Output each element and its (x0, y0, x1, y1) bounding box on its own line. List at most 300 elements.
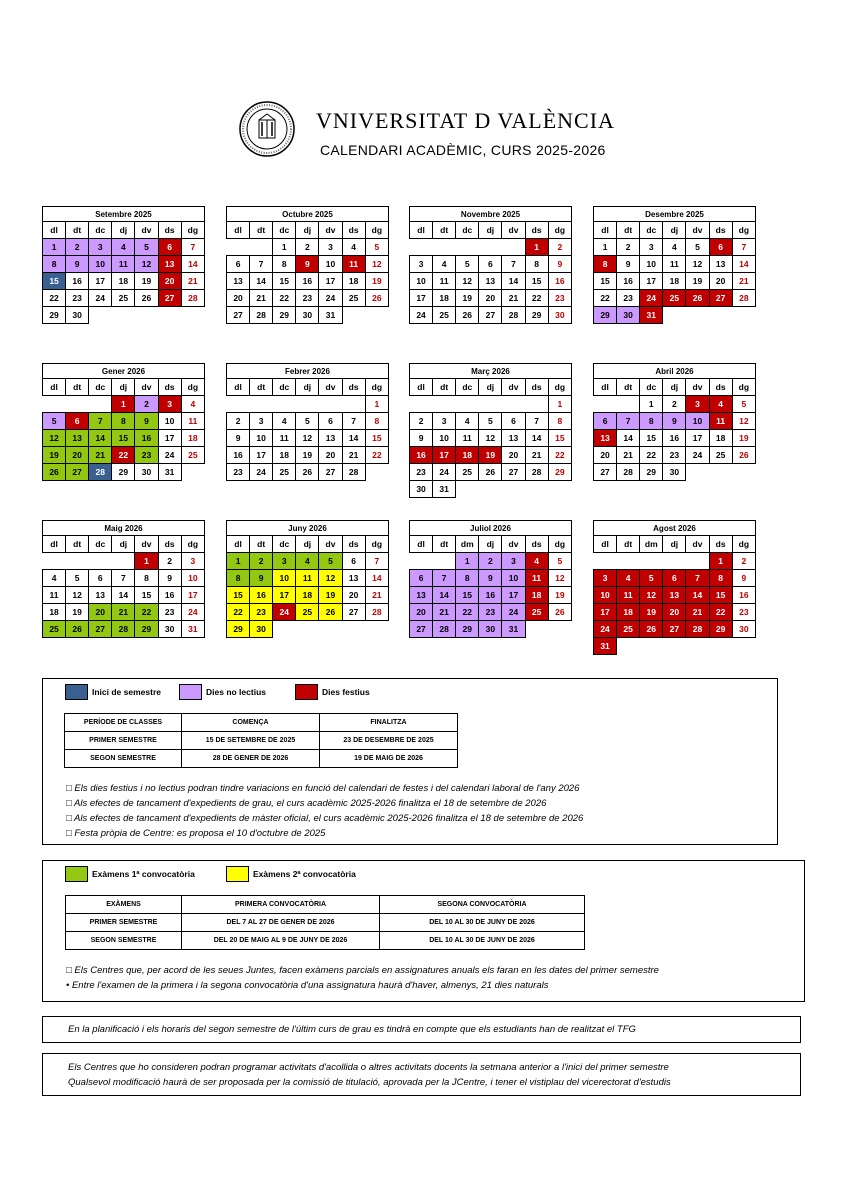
day-cell: 4 (273, 413, 296, 430)
day-cell: 17 (89, 273, 112, 290)
day-cell: 10 (319, 256, 342, 273)
empty-cell (410, 396, 433, 413)
day-cell: 26 (66, 621, 89, 638)
empty-cell (525, 481, 548, 498)
day-cell: 15 (525, 273, 548, 290)
day-cell: 14 (525, 430, 548, 447)
day-cell: 2 (663, 396, 686, 413)
day-cell: 1 (227, 553, 250, 570)
day-cell: 28 (732, 290, 755, 307)
day-cell: 18 (296, 587, 319, 604)
month-calendar (226, 363, 389, 481)
weekday-header: dl (410, 222, 433, 239)
day-cell: 20 (594, 447, 617, 464)
day-cell: 18 (433, 290, 456, 307)
day-cell: 15 (709, 587, 732, 604)
day-cell: 14 (686, 587, 709, 604)
day-cell: 6 (594, 413, 617, 430)
weekday-header: dv (319, 222, 342, 239)
day-cell: 17 (250, 447, 273, 464)
empty-cell (181, 307, 204, 324)
day-cell: 2 (158, 553, 181, 570)
weekday-header: dl (43, 222, 66, 239)
day-cell: 14 (250, 273, 273, 290)
weekday-header: dc (640, 379, 663, 396)
day-cell: 24 (594, 621, 617, 638)
day-cell: 15 (365, 430, 388, 447)
month-title: Agost 2026 (594, 521, 756, 536)
day-cell: 9 (617, 256, 640, 273)
day-cell: 13 (319, 430, 342, 447)
day-cell: 23 (410, 464, 433, 481)
day-cell: 30 (135, 464, 158, 481)
weekday-header: dc (273, 222, 296, 239)
weekday-header: dt (66, 222, 89, 239)
legend-exam1 (65, 866, 195, 882)
day-cell: 31 (319, 307, 342, 324)
weekday-header: dl (410, 379, 433, 396)
day-cell: 27 (342, 604, 365, 621)
day-cell: 10 (594, 587, 617, 604)
day-cell: 2 (617, 239, 640, 256)
weekday-header: ds (709, 536, 732, 553)
day-cell: 12 (456, 273, 479, 290)
empty-cell (112, 307, 135, 324)
day-cell: 24 (273, 604, 296, 621)
legend-festius (295, 684, 370, 700)
table-row (65, 714, 458, 732)
day-cell: 30 (732, 621, 755, 638)
empty-cell (433, 239, 456, 256)
day-cell: 20 (158, 273, 181, 290)
day-cell: 11 (617, 587, 640, 604)
note-tfg: En la planificació i els horaris del segon semestre de l'últim curs de grau es tindrà en compte que els estudiants han de realitzat el TFG (68, 1024, 636, 1035)
day-cell: 21 (525, 447, 548, 464)
day-cell: 9 (227, 430, 250, 447)
empty-cell (594, 553, 617, 570)
day-cell: 15 (43, 273, 66, 290)
day-cell: 15 (273, 273, 296, 290)
note-line: Els Centres que ho consideren podran programar activitats d'acollida o altres activitats docents la setmana anterior a l'inici del primer semestre (68, 1062, 669, 1073)
day-cell: 8 (456, 570, 479, 587)
empty-cell (433, 553, 456, 570)
day-cell: 3 (640, 239, 663, 256)
empty-cell (732, 307, 755, 324)
day-cell: 3 (502, 553, 525, 570)
day-cell: 22 (227, 604, 250, 621)
day-cell: 2 (227, 413, 250, 430)
day-cell: 20 (227, 290, 250, 307)
empty-cell (502, 481, 525, 498)
day-cell: 6 (66, 413, 89, 430)
month-calendar (593, 520, 756, 655)
weekday-header: dg (181, 536, 204, 553)
day-cell: 22 (709, 604, 732, 621)
weekday-header: dj (663, 536, 686, 553)
day-cell: 28 (686, 621, 709, 638)
legend-exam2 (226, 866, 356, 882)
weekday-header: ds (709, 379, 732, 396)
empty-cell (319, 621, 342, 638)
day-cell: 29 (525, 307, 548, 324)
day-cell: 9 (732, 570, 755, 587)
day-cell: 1 (594, 239, 617, 256)
day-cell: 12 (43, 430, 66, 447)
day-cell: 4 (181, 396, 204, 413)
day-cell: 23 (663, 447, 686, 464)
day-cell: 15 (227, 587, 250, 604)
empty-cell (43, 396, 66, 413)
day-cell: 17 (433, 447, 456, 464)
day-cell: 3 (89, 239, 112, 256)
day-cell: 10 (686, 413, 709, 430)
weekday-header: ds (342, 536, 365, 553)
weekday-header: dt (250, 536, 273, 553)
day-cell: 29 (43, 307, 66, 324)
university-seal-icon (238, 100, 296, 158)
day-cell: 17 (502, 587, 525, 604)
day-cell: 7 (686, 570, 709, 587)
empty-cell (319, 396, 342, 413)
day-cell: 27 (158, 290, 181, 307)
day-cell: 28 (112, 621, 135, 638)
day-cell: 4 (456, 413, 479, 430)
day-cell: 27 (227, 307, 250, 324)
empty-cell (594, 396, 617, 413)
day-cell: 2 (66, 239, 89, 256)
day-cell: 12 (66, 587, 89, 604)
table-header: SEGONA CONVOCATÒRIA (380, 896, 585, 914)
day-cell: 4 (296, 553, 319, 570)
day-cell: 10 (158, 413, 181, 430)
day-cell: 21 (365, 587, 388, 604)
day-cell: 12 (686, 256, 709, 273)
day-cell: 20 (89, 604, 112, 621)
day-cell: 30 (479, 621, 502, 638)
weekday-header: dg (732, 379, 755, 396)
empty-cell (617, 638, 640, 655)
exam1-swatch (65, 866, 88, 882)
day-cell: 19 (135, 273, 158, 290)
day-cell: 14 (732, 256, 755, 273)
empty-cell (548, 621, 571, 638)
day-cell: 18 (342, 273, 365, 290)
day-cell: 17 (273, 587, 296, 604)
empty-cell (66, 396, 89, 413)
day-cell: 20 (479, 290, 502, 307)
day-cell: 16 (732, 587, 755, 604)
day-cell: 15 (112, 430, 135, 447)
day-cell: 6 (709, 239, 732, 256)
weekday-header: dv (319, 379, 342, 396)
day-cell: 25 (525, 604, 548, 621)
weekday-header: dt (66, 536, 89, 553)
month-title: Febrer 2026 (227, 364, 389, 379)
day-cell: 28 (617, 464, 640, 481)
legend-festius-label: Dies festius (322, 687, 370, 697)
day-cell: 24 (433, 464, 456, 481)
inici-swatch (65, 684, 88, 700)
day-cell: 16 (66, 273, 89, 290)
day-cell: 5 (319, 553, 342, 570)
day-cell: 4 (709, 396, 732, 413)
day-cell: 3 (410, 256, 433, 273)
day-cell: 13 (479, 273, 502, 290)
day-cell: 26 (456, 307, 479, 324)
day-cell: 12 (640, 587, 663, 604)
note-line: • Entre l'examen de la primera i la segona convocatòria d'una assignatura haurà d'haver, almenys, 21 dies naturals (66, 980, 549, 991)
day-cell: 22 (135, 604, 158, 621)
day-cell: 16 (135, 430, 158, 447)
day-cell: 4 (617, 570, 640, 587)
empty-cell (365, 307, 388, 324)
day-cell: 23 (296, 290, 319, 307)
day-cell: 1 (273, 239, 296, 256)
empty-cell (686, 464, 709, 481)
day-cell: 22 (525, 290, 548, 307)
empty-cell (227, 396, 250, 413)
empty-cell (502, 239, 525, 256)
day-cell: 15 (640, 430, 663, 447)
weekday-header: dl (594, 379, 617, 396)
empty-cell (663, 638, 686, 655)
table-header: EXÀMENS (66, 896, 182, 914)
day-cell: 29 (456, 621, 479, 638)
day-cell: 21 (250, 290, 273, 307)
weekday-header: dl (227, 222, 250, 239)
weekday-header: dj (112, 379, 135, 396)
day-cell: 19 (43, 447, 66, 464)
day-cell: 26 (686, 290, 709, 307)
day-cell: 25 (112, 290, 135, 307)
weekday-header: dj (663, 222, 686, 239)
empty-cell (342, 396, 365, 413)
day-cell: 13 (502, 430, 525, 447)
empty-cell (410, 239, 433, 256)
day-cell: 10 (273, 570, 296, 587)
day-cell: 7 (342, 413, 365, 430)
table-cell: DEL 10 AL 30 DE JUNY DE 2026 (380, 932, 585, 950)
weekday-header: dt (250, 222, 273, 239)
day-cell: 14 (89, 430, 112, 447)
weekday-header: ds (525, 379, 548, 396)
day-cell: 25 (617, 621, 640, 638)
empty-cell (502, 396, 525, 413)
day-cell: 1 (43, 239, 66, 256)
day-cell: 31 (158, 464, 181, 481)
table-cell: 19 DE MAIG DE 2026 (320, 750, 458, 768)
empty-cell (273, 396, 296, 413)
day-cell: 17 (158, 430, 181, 447)
day-cell: 19 (686, 273, 709, 290)
day-cell: 23 (158, 604, 181, 621)
empty-cell (732, 464, 755, 481)
day-cell: 10 (410, 273, 433, 290)
day-cell: 28 (365, 604, 388, 621)
day-cell: 2 (410, 413, 433, 430)
day-cell: 7 (365, 553, 388, 570)
day-cell: 27 (410, 621, 433, 638)
day-cell: 1 (135, 553, 158, 570)
empty-cell (663, 553, 686, 570)
day-cell: 8 (365, 413, 388, 430)
day-cell: 11 (296, 570, 319, 587)
day-cell: 27 (319, 464, 342, 481)
table-cell: SEGON SEMESTRE (66, 932, 182, 950)
day-cell: 22 (456, 604, 479, 621)
day-cell: 11 (43, 587, 66, 604)
day-cell: 17 (594, 604, 617, 621)
day-cell: 16 (479, 587, 502, 604)
weekday-header: dv (686, 379, 709, 396)
day-cell: 14 (181, 256, 204, 273)
weekday-header: dg (365, 379, 388, 396)
day-cell: 15 (135, 587, 158, 604)
day-cell: 15 (594, 273, 617, 290)
day-cell: 20 (342, 587, 365, 604)
legend-inici (65, 684, 161, 700)
day-cell: 8 (640, 413, 663, 430)
table-header: FINALITZA (320, 714, 458, 732)
day-cell: 19 (66, 604, 89, 621)
day-cell: 1 (548, 396, 571, 413)
weekday-header: dc (640, 222, 663, 239)
day-cell: 24 (158, 447, 181, 464)
weekday-header: dj (479, 222, 502, 239)
table-cell: 23 DE DESEMBRE DE 2025 (320, 732, 458, 750)
day-cell: 6 (502, 413, 525, 430)
day-cell: 30 (158, 621, 181, 638)
empty-cell (663, 307, 686, 324)
weekday-header: dc (456, 222, 479, 239)
weekday-header: dm (640, 536, 663, 553)
day-cell: 3 (594, 570, 617, 587)
empty-cell (479, 396, 502, 413)
month-calendar (42, 363, 205, 481)
empty-cell (686, 553, 709, 570)
table-cell: DEL 10 AL 30 DE JUNY DE 2026 (380, 914, 585, 932)
day-cell: 21 (686, 604, 709, 621)
day-cell: 3 (319, 239, 342, 256)
note-line: □ Als efectes de tancament d'expedients de grau, el curs acadèmic 2025-2026 finalitza el 18 de setembre de 2026 (66, 798, 547, 809)
day-cell: 5 (66, 570, 89, 587)
day-cell: 4 (43, 570, 66, 587)
day-cell: 21 (502, 290, 525, 307)
day-cell: 16 (250, 587, 273, 604)
weekday-header: dj (112, 222, 135, 239)
day-cell: 30 (66, 307, 89, 324)
empty-cell (617, 396, 640, 413)
weekday-header: dg (365, 222, 388, 239)
day-cell: 26 (640, 621, 663, 638)
day-cell: 18 (181, 430, 204, 447)
exam2-swatch (226, 866, 249, 882)
day-cell: 23 (732, 604, 755, 621)
month-title: Octubre 2025 (227, 207, 389, 222)
month-title: Desembre 2025 (594, 207, 756, 222)
note-box-activities (42, 1053, 801, 1096)
day-cell: 7 (89, 413, 112, 430)
day-cell: 16 (410, 447, 433, 464)
day-cell: 26 (135, 290, 158, 307)
day-cell: 8 (43, 256, 66, 273)
empty-cell (709, 638, 732, 655)
day-cell: 2 (296, 239, 319, 256)
empty-cell (250, 239, 273, 256)
weekday-header: dj (112, 536, 135, 553)
empty-cell (709, 464, 732, 481)
weekday-header: dj (479, 536, 502, 553)
day-cell: 9 (135, 413, 158, 430)
day-cell: 19 (296, 447, 319, 464)
day-cell: 26 (365, 290, 388, 307)
day-cell: 25 (181, 447, 204, 464)
day-cell: 11 (525, 570, 548, 587)
day-cell: 24 (502, 604, 525, 621)
day-cell: 19 (319, 587, 342, 604)
day-cell: 30 (617, 307, 640, 324)
weekday-header: dv (686, 222, 709, 239)
empty-cell (479, 481, 502, 498)
day-cell: 19 (732, 430, 755, 447)
weekday-header: dj (479, 379, 502, 396)
day-cell: 10 (250, 430, 273, 447)
day-cell: 6 (342, 553, 365, 570)
day-cell: 21 (617, 447, 640, 464)
day-cell: 19 (456, 290, 479, 307)
day-cell: 23 (250, 604, 273, 621)
weekday-header: dv (135, 379, 158, 396)
day-cell: 26 (319, 604, 342, 621)
day-cell: 22 (273, 290, 296, 307)
day-cell: 14 (112, 587, 135, 604)
month-title: Setembre 2025 (43, 207, 205, 222)
empty-cell (273, 621, 296, 638)
month-title: Maig 2026 (43, 521, 205, 536)
empty-cell (158, 307, 181, 324)
day-cell: 1 (525, 239, 548, 256)
day-cell: 14 (365, 570, 388, 587)
day-cell: 28 (181, 290, 204, 307)
day-cell: 28 (342, 464, 365, 481)
day-cell: 7 (181, 239, 204, 256)
weekday-header: dt (433, 536, 456, 553)
day-cell: 23 (135, 447, 158, 464)
day-cell: 17 (319, 273, 342, 290)
day-cell: 5 (732, 396, 755, 413)
day-cell: 9 (410, 430, 433, 447)
day-cell: 29 (112, 464, 135, 481)
day-cell: 24 (181, 604, 204, 621)
day-cell: 3 (686, 396, 709, 413)
weekday-header: dt (617, 379, 640, 396)
table-row (66, 914, 585, 932)
day-cell: 24 (319, 290, 342, 307)
day-cell: 12 (732, 413, 755, 430)
empty-cell (686, 638, 709, 655)
month-title: Gener 2026 (43, 364, 205, 379)
day-cell: 8 (548, 413, 571, 430)
day-cell: 13 (158, 256, 181, 273)
day-cell: 18 (456, 447, 479, 464)
empty-cell (43, 553, 66, 570)
day-cell: 2 (732, 553, 755, 570)
day-cell: 11 (456, 430, 479, 447)
weekday-header: dg (181, 222, 204, 239)
month-calendar (593, 206, 756, 324)
empty-cell (617, 553, 640, 570)
day-cell: 6 (227, 256, 250, 273)
